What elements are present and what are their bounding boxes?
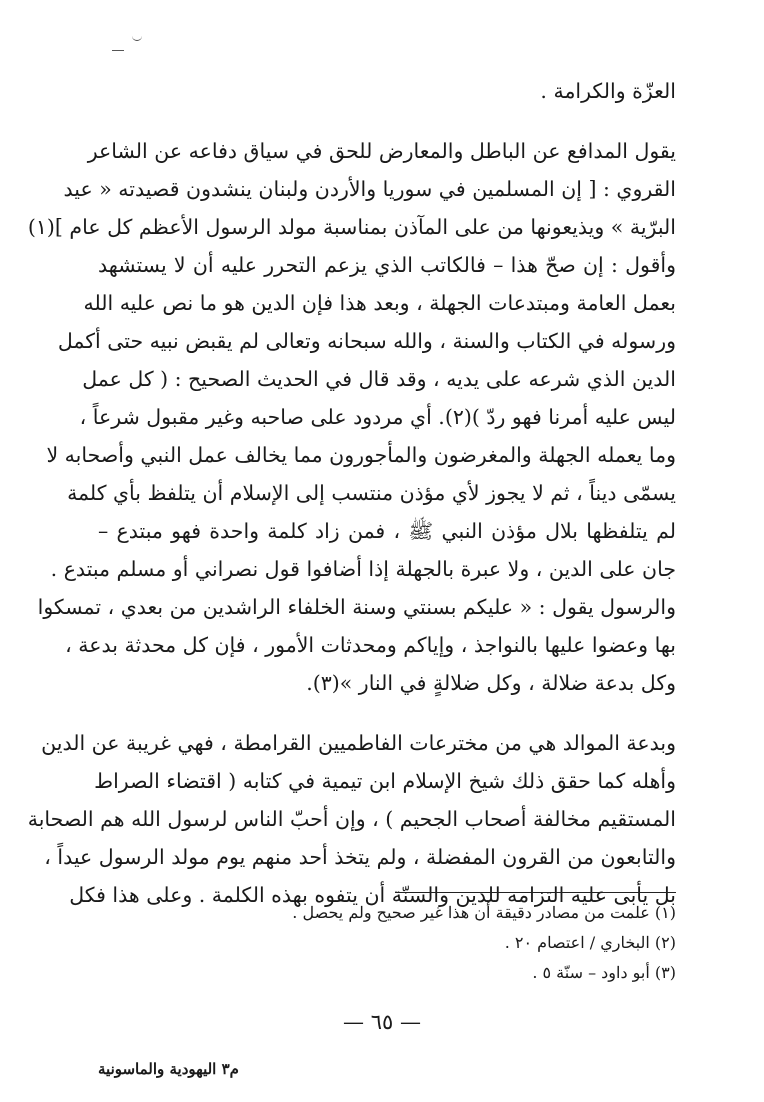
footnote: (١) علمت من مصادر دقيقة أن هذا غير صحيح ولم يحصل . [292, 903, 676, 922]
text-line: جان على الدين ، ولا عبرة بالجهلة إذا أضافوا قول نصراني أو مسلم مبتدع . [50, 557, 676, 581]
text-line: البرّية » ويذيعونها من على المآذن بمناسبة مولد الرسول الأعظم كل عام ](١) [27, 215, 676, 239]
signature-mark: م٣ اليهودية والماسونية [98, 1060, 239, 1078]
paragraph-gap [98, 702, 676, 724]
text-line: القروي : [ إن المسلمين في سوريا والأردن ولبنان ينشدون قصيدته « عيد [63, 177, 676, 201]
text-line: وبدعة الموالد هي من مخترعات الفاطميين القرامطة ، فهي غريبة عن الدين [41, 731, 676, 755]
text-line: وما يعمله الجهلة والمغرضون والمأجورون مما يخالف عمل النبي وأصحابه لا [46, 443, 676, 467]
text-line: المستقيم مخالفة أصحاب الجحيم ) ، وإن أحبّ الناس لرسول الله هم الصحابة [27, 807, 676, 831]
text-line: والرسول يقول : « عليكم بسنتي وسنة الخلفاء الراشدين من بعدي ، تمسكوا [37, 595, 676, 619]
text-line: وأقول : إن صحّ هذا – فالكاتب الذي يزعم التحرر عليه أن لا يستشهد [98, 253, 676, 277]
corner-mark [132, 34, 142, 41]
text-line: ليس عليه أمرنا فهو ردّ )(٢). أي مردود على صاحبه وغير مقبول شرعاً ، [79, 405, 676, 429]
text-line: بعمل العامة ومبتدعات الجهلة ، وبعد هذا فإن الدين هو ما نص عليه الله [83, 291, 676, 315]
text-line: وكل بدعة ضلالة ، وكل ضلالةٍ في النار »(٣). [306, 671, 676, 695]
footnote-divider [395, 892, 676, 893]
text-line: بها وعضوا عليها بالنواجذ ، وإياكم ومحدثات الأمور ، فإن كل محدثة بدعة ، [65, 633, 676, 657]
text-line: العزّة والكرامة . [540, 79, 676, 103]
paragraph-gap [98, 110, 676, 132]
text-line: والتابعون من القرون المفضلة ، ولم يتخذ أحد منهم يوم مولد الرسول عيداً ، [44, 845, 676, 869]
page-number: — ٦٥ — [343, 1010, 421, 1034]
text-line: بل يأبى عليه التزامه للدين والسنّة أن يتفوه بهذه الكلمة . وعلى هذا فكل [69, 883, 676, 907]
text-line: لم يتلفظها بلال مؤذن النبي ﷺ ، فمن زاد كلمة واحدة فهو مبتدع – [98, 519, 676, 543]
text-line: ورسوله في الكتاب والسنة ، والله سبحانه وتعالى لم يقبض نبيه حتى أكمل [57, 329, 676, 353]
text-line: يسمّى ديناً ، ثم لا يجوز لأي مؤذن منتسب إلى الإسلام أن يتلفظ بأي كلمة [67, 481, 676, 505]
footnote: (٣) أبو داود – سنّة ٥ . [532, 963, 676, 982]
corner-dash-mark [112, 50, 124, 51]
body-text [27, 72, 676, 914]
footnote: (٢) البخاري / اعتصام ٢٠ . [504, 933, 676, 952]
text-line: وأهله كما حقق ذلك شيخ الإسلام ابن تيمية في كتابه ( اقتضاء الصراط [94, 769, 676, 793]
text-line: الدين الذي شرعه على يديه ، وقد قال في الحديث الصحيح : ( كل عمل [82, 367, 676, 391]
footnotes [98, 898, 676, 988]
text-line: يقول المدافع عن الباطل والمعارض للحق في سياق دفاعه عن الشاعر [87, 139, 676, 163]
